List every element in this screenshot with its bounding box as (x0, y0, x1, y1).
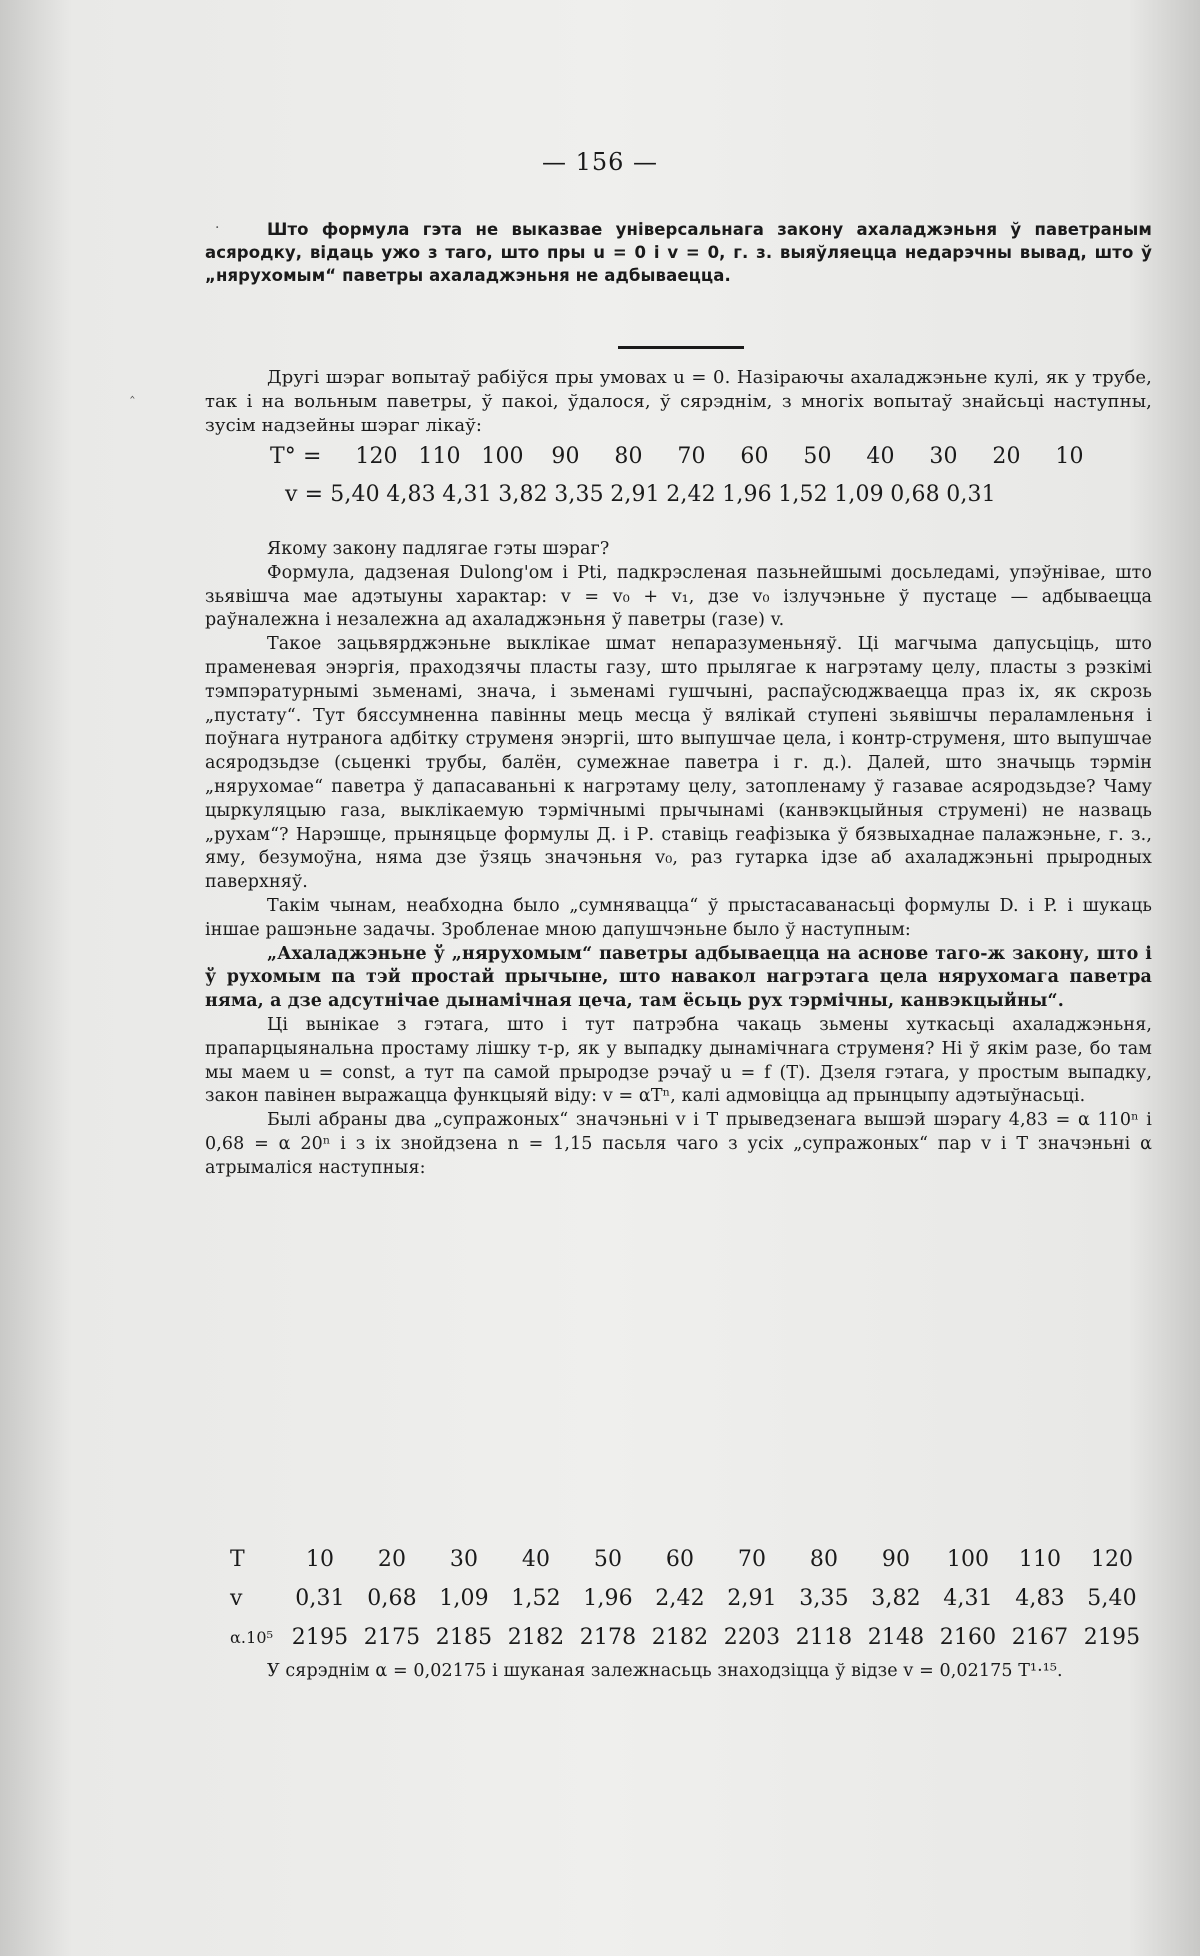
series-t-value: 40 (866, 444, 895, 469)
paragraph-formula: Формула, дадзеная Dulong'ом і Pti, падкрэсленая пазьнейшымі досьледамі, упэўнівае, што зьявішча мае адэтыуны характар: v = v₀ + v₁, дзе v₀ ізлучэньне ў пустаце — адбываецца раўналежна і незалежна ад ахаладжэньня ў паветры (газе) v. (205, 562, 1152, 631)
series-v-value: 0,31 (946, 482, 996, 507)
table-cell: 4,83 (1015, 1586, 1065, 1611)
paragraph-consequence: Ці вынікае з гэтага, што і тут патрэбна чакаць зьмены хуткасьці ахаладжэньня, прапарцыянальна простаму лішку т-р, як у выпадку дынамічнага струменя? Ні ў якім разе, бо там мы маем u = const, а тут па самой прыродзе рэчаў u = f (T). Дзеля гэтага, у простым выпадку, закон павінен выражацца функцыяй віду: v = αTⁿ, калі адмовіцца ад прынцыпу адэтыўнасьці. (205, 1014, 1152, 1107)
series-t-value: 90 (551, 444, 580, 469)
table-cell: 50 (593, 1547, 623, 1572)
alpha-table (230, 1540, 1148, 1657)
table-cell: 2185 (435, 1625, 493, 1650)
row-label: T (230, 1547, 245, 1572)
series-v-value: 1,09 (834, 482, 884, 507)
series-v-value: 3,82 (498, 482, 548, 507)
table-cell: 0,68 (367, 1586, 417, 1611)
table-cell: 90 (881, 1547, 911, 1572)
series-t-value: 30 (929, 444, 958, 469)
table-cell: 4,31 (943, 1586, 993, 1611)
table-row (230, 1579, 1148, 1618)
series-v-value: 4,83 (386, 482, 436, 507)
section-divider (618, 346, 744, 349)
table-cell: 2,91 (727, 1586, 777, 1611)
margin-mark: ‸ (130, 383, 135, 399)
series-t-value: 100 (481, 444, 524, 469)
paragraph-therefore: Такім чынам, неабходна было „сумнявацца“ ў прыстасаванасьці формулы D. і P. і шукаць іншае рашэньне задачы. Зробленае мною дапушчэньне было ў наступным: (205, 895, 1152, 940)
table-cell: 3,35 (799, 1586, 849, 1611)
series-v-value: 1,96 (722, 482, 772, 507)
final-block (205, 1660, 1152, 1683)
table-cell: 1,09 (439, 1586, 489, 1611)
series-t-value: 10 (1055, 444, 1084, 469)
paragraph-hypothesis: „Ахаладжэньне ў „нярухомым“ паветры адбываецца на аснове таго-ж закону, што і ў рухомым па тэй простай прычыне, што навакол нагрэтага цела нярухомага паветра няма, а дзе адсутнічае дынамічная цеча, там ёсьць рух тэрмічны, канвэкцыйны“. (205, 943, 1152, 1012)
table-cell: 110 (1018, 1547, 1062, 1572)
table-cell: 100 (946, 1547, 990, 1572)
series-t-value: 20 (992, 444, 1021, 469)
table-cell: 2118 (795, 1625, 853, 1650)
table-cell: 2148 (867, 1625, 925, 1650)
row-label: α.10⁵ (230, 1628, 274, 1647)
series-v-value: 3,35 (554, 482, 604, 507)
paragraph-second-series: Другі шэраг вопытаў рабіўся пры умовах u = 0. Назіраючы ахаладжэньне кулі, як у трубе, так і на вольным паветры, ў пакоі, ўдалося, ў сярэднім, з многіх вопытаў знайсьці наступны, зусім надзейны шэраг лікаў: (205, 367, 1152, 436)
series-v-value: 2,42 (666, 482, 716, 507)
series-t-value: 50 (803, 444, 832, 469)
table-row (230, 1540, 1148, 1579)
series-t-value: 80 (614, 444, 643, 469)
table-cell: 2182 (507, 1625, 565, 1650)
table-cell: 2160 (939, 1625, 997, 1650)
table-cell: 120 (1090, 1547, 1134, 1572)
table-cell: 2,42 (655, 1586, 705, 1611)
table-cell: 60 (665, 1547, 695, 1572)
table-cell: 20 (377, 1547, 407, 1572)
paragraph-chosen: Былі абраны два „супражоных“ значэньні v і T прыведзенага вышэй шэрагу 4,83 = α 110ⁿ і 0,68 = α 20ⁿ і з іх знойдзена n = 1,15 пасьля чаго з усіх „супражоных“ пар v і T значэньні α атрымаліся наступныя: (205, 1110, 1152, 1178)
table-cell: 0,31 (295, 1586, 345, 1611)
page-number: — 156 — (541, 148, 659, 176)
row-label: v (230, 1586, 243, 1611)
margin-dot: · (215, 220, 220, 236)
series-v-value: 0,68 (890, 482, 940, 507)
table-cell: 1,52 (511, 1586, 561, 1611)
table-cell: 2182 (651, 1625, 709, 1650)
table-cell: 5,40 (1087, 1586, 1137, 1611)
top-paragraph-block (205, 218, 1152, 287)
series-t-value: 120 (355, 444, 398, 469)
table-cell: 2203 (723, 1625, 781, 1650)
table-cell: 2195 (291, 1625, 349, 1650)
series-v-row (205, 476, 1152, 514)
series-v-value: 5,40 (330, 482, 380, 507)
table-cell: 70 (737, 1547, 767, 1572)
table-cell: 80 (809, 1547, 839, 1572)
table-cell: 1,96 (583, 1586, 633, 1611)
table-row (230, 1618, 1148, 1657)
series-v-value: 1,52 (778, 482, 828, 507)
series-v-label: v = (285, 482, 324, 507)
paragraph-question: Якому закону падлягае гэты шэраг? (267, 539, 610, 559)
series-t-value: 70 (677, 444, 706, 469)
paragraph-objection: Такое зацьвярджэньне выклікае шмат непаразуменьняў. Ці магчыма дапусьціць, што праменевая энэргія, праходзячы пласты газу, што прылягае к нагрэтаму целу, пласты з рэзкімі тэмпэратурнымі зьменамі, знача, і зьменамі гушчыні, распаўсюджваецца праз іх, як скрозь „пустату“. Тут бяссумненна павінны мець месца ў вялікай ступені зьявішчы пераламленьня і поўнага нутранога адбітку струменя энэргіі, што выпушчае цела, і контр-струменя, што выпушчае асяродзьдзе (сьценкі трубы, балён, сумежнае паветра і г. д.). Далей, што значыць тэрмін „нярухомае“ паветра ў дапасаваньні к нагрэтаму целу, затопленаму ў газавае асяродзьдзе? Чаму цыркуляцыю газа, выклікаемую тэрмічнымі прычынамі (канвэкцыйныя струмені) не назваць „рухам“? Нарэшце, прыняцьце формулы Д. і Р. ставіць геафізыка ў бязвыхаднае палажэньне, г. з., яму, безумоўна, няма дзе ўзяць значэньня v₀, раз гутарка ідзе аб ахаладжэньні прыродных паверхняў. (205, 634, 1152, 893)
main-discussion-block (205, 538, 1152, 1181)
table-cell: 30 (449, 1547, 479, 1572)
series-t-value: 110 (418, 444, 461, 469)
second-series-block (205, 366, 1152, 514)
series-t-label: T° = (270, 444, 322, 469)
paragraph-final: У сярэднім α = 0,02175 і шуканая залежнасьць знаходзіцца ў відзе v = 0,02175 T¹·¹⁵. (267, 1661, 1063, 1681)
table-cell: 2178 (579, 1625, 637, 1650)
table-cell: 3,82 (871, 1586, 921, 1611)
table-cell: 2195 (1083, 1625, 1141, 1650)
table-cell: 2167 (1011, 1625, 1069, 1650)
table-cell: 2175 (363, 1625, 421, 1650)
paragraph-top: Што формула гэта не выказвае універсальнага закону ахаладжэньня ў паветраным асяродку, відаць ужо з таго, што пры u = 0 і v = 0, г. з. выяўляецца недарэчны вывад, што ў „нярухомым“ паветры ахаладжэньня не адбываецца. (205, 220, 1152, 285)
series-t-value: 60 (740, 444, 769, 469)
table-cell: 40 (521, 1547, 551, 1572)
table-cell: 10 (305, 1547, 335, 1572)
series-t-row (205, 438, 1152, 476)
series-v-value: 2,91 (610, 482, 660, 507)
series-v-value: 4,31 (442, 482, 492, 507)
